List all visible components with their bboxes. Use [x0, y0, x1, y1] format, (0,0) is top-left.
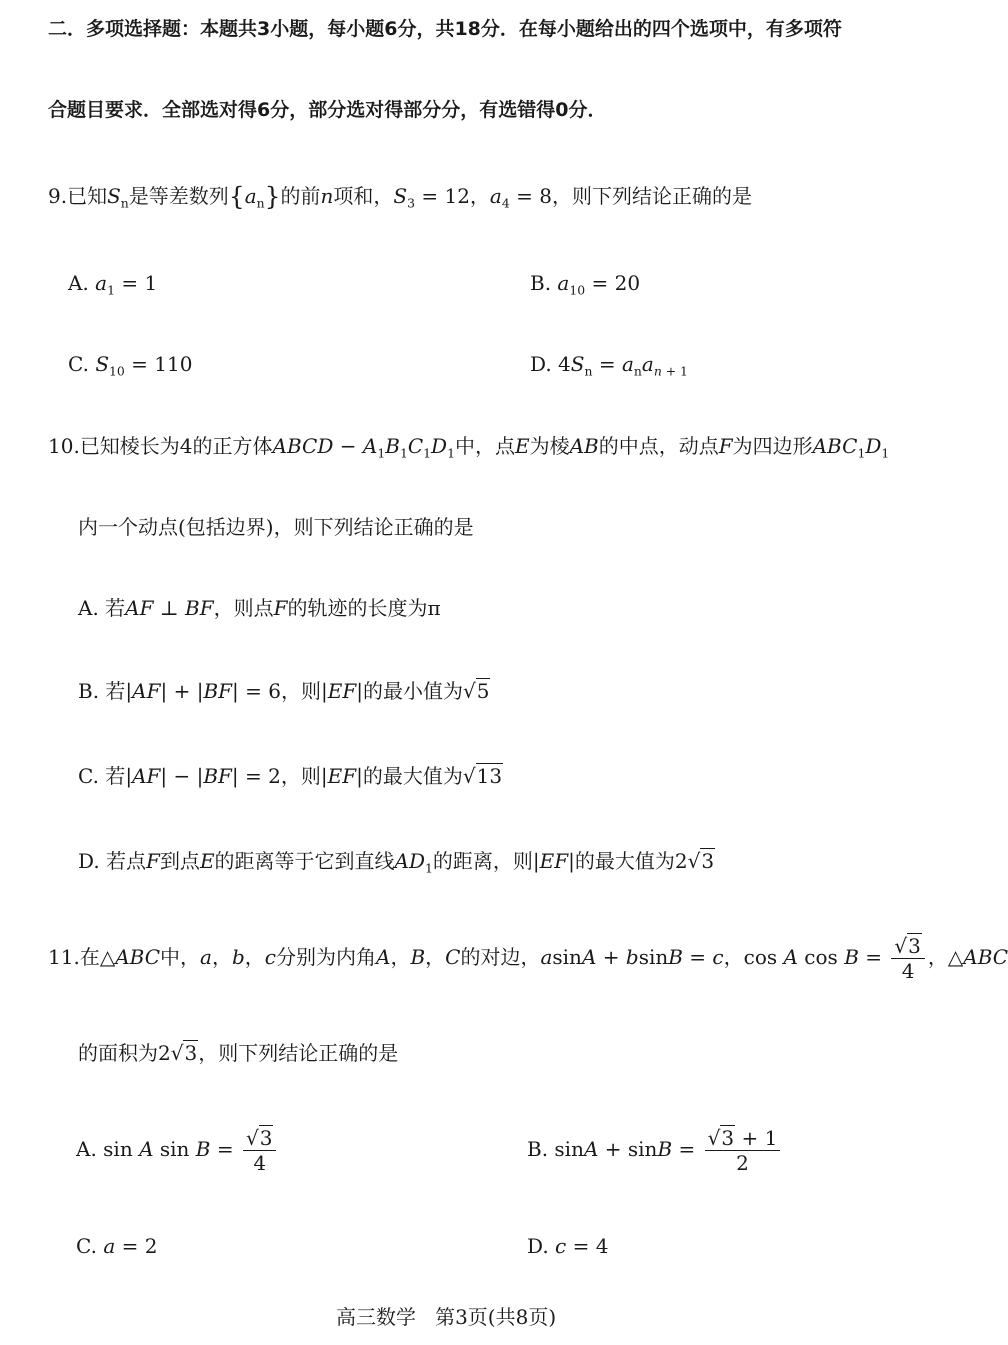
question-11-option-c: C. a = 2: [76, 1234, 158, 1258]
question-9-option-c: C. $S_{10} = 110$: [68, 352, 193, 379]
question-10-option-b: B. 若|AF| + |BF| = 6，则|EF|的最小值为√5: [78, 679, 490, 703]
question-11-option-b: B. sinA + sinB = $\frac{√3 + 1}{2}$: [527, 1128, 783, 1173]
footer-page-number: 第3页(共8页): [435, 1305, 557, 1329]
question-11-option-a: A. sin A sin B = $\frac{√3}{4}$: [76, 1128, 279, 1173]
question-11-option-d: D. c = 4: [527, 1234, 609, 1258]
section-header-line-1: 二．多项选择题：本题共3小题，每小题6分，共18分．在每小题给出的四个选项中，有多项符: [48, 18, 842, 40]
section-header-line-2: 合题目要求．全部选对得6分，部分选对得部分分，有选错得0分．: [48, 99, 607, 121]
question-10-option-a: A. 若AF ⊥ BF，则点F的轨迹的长度为π: [78, 596, 441, 620]
footer-subject: 高三数学: [336, 1305, 416, 1329]
question-9-option-a: A. $a_1 = 1$: [68, 271, 158, 298]
question-10-option-d: D. 若点F到点E的距离等于它到直线$AD_1$的距离，则|EF|的最大值为2√3: [78, 849, 715, 876]
question-10-option-c: C. 若|AF| − |BF| = 2，则|EF|的最大值为√13: [78, 764, 503, 788]
question-10-stem-line-1: 10.已知棱长为4的正方体ABCD − $A_1B_1C_1D_1$中，点E为棱AB的中点，动点F为四边形$ABC_1D_1$: [48, 434, 890, 461]
question-9-option-b: B. $a_{10} = 20$: [530, 271, 641, 298]
question-9-option-d: D. $4S_n = a_na_{n + 1}$: [530, 352, 688, 379]
question-9-stem: 9.已知$S_n$是等差数列$\{a_n\}$的前n项和，$S_3 = 12$，$a_4 = 8$，则下列结论正确的是: [48, 182, 752, 211]
question-11-stem-line-2: 的面积为2√3，则下列结论正确的是: [78, 1041, 399, 1065]
question-11-stem-line-1: 11.在△ABC中，a，b，c分别为内角A，B，C的对边，asinA + bsinB = c，cos A cos B = $\frac{√3}{4}$ ，△ABC: [48, 934, 1008, 983]
page-footer: [336, 1307, 556, 1327]
question-10-stem-line-2: 内一个动点(包括边界)，则下列结论正确的是: [78, 515, 474, 539]
